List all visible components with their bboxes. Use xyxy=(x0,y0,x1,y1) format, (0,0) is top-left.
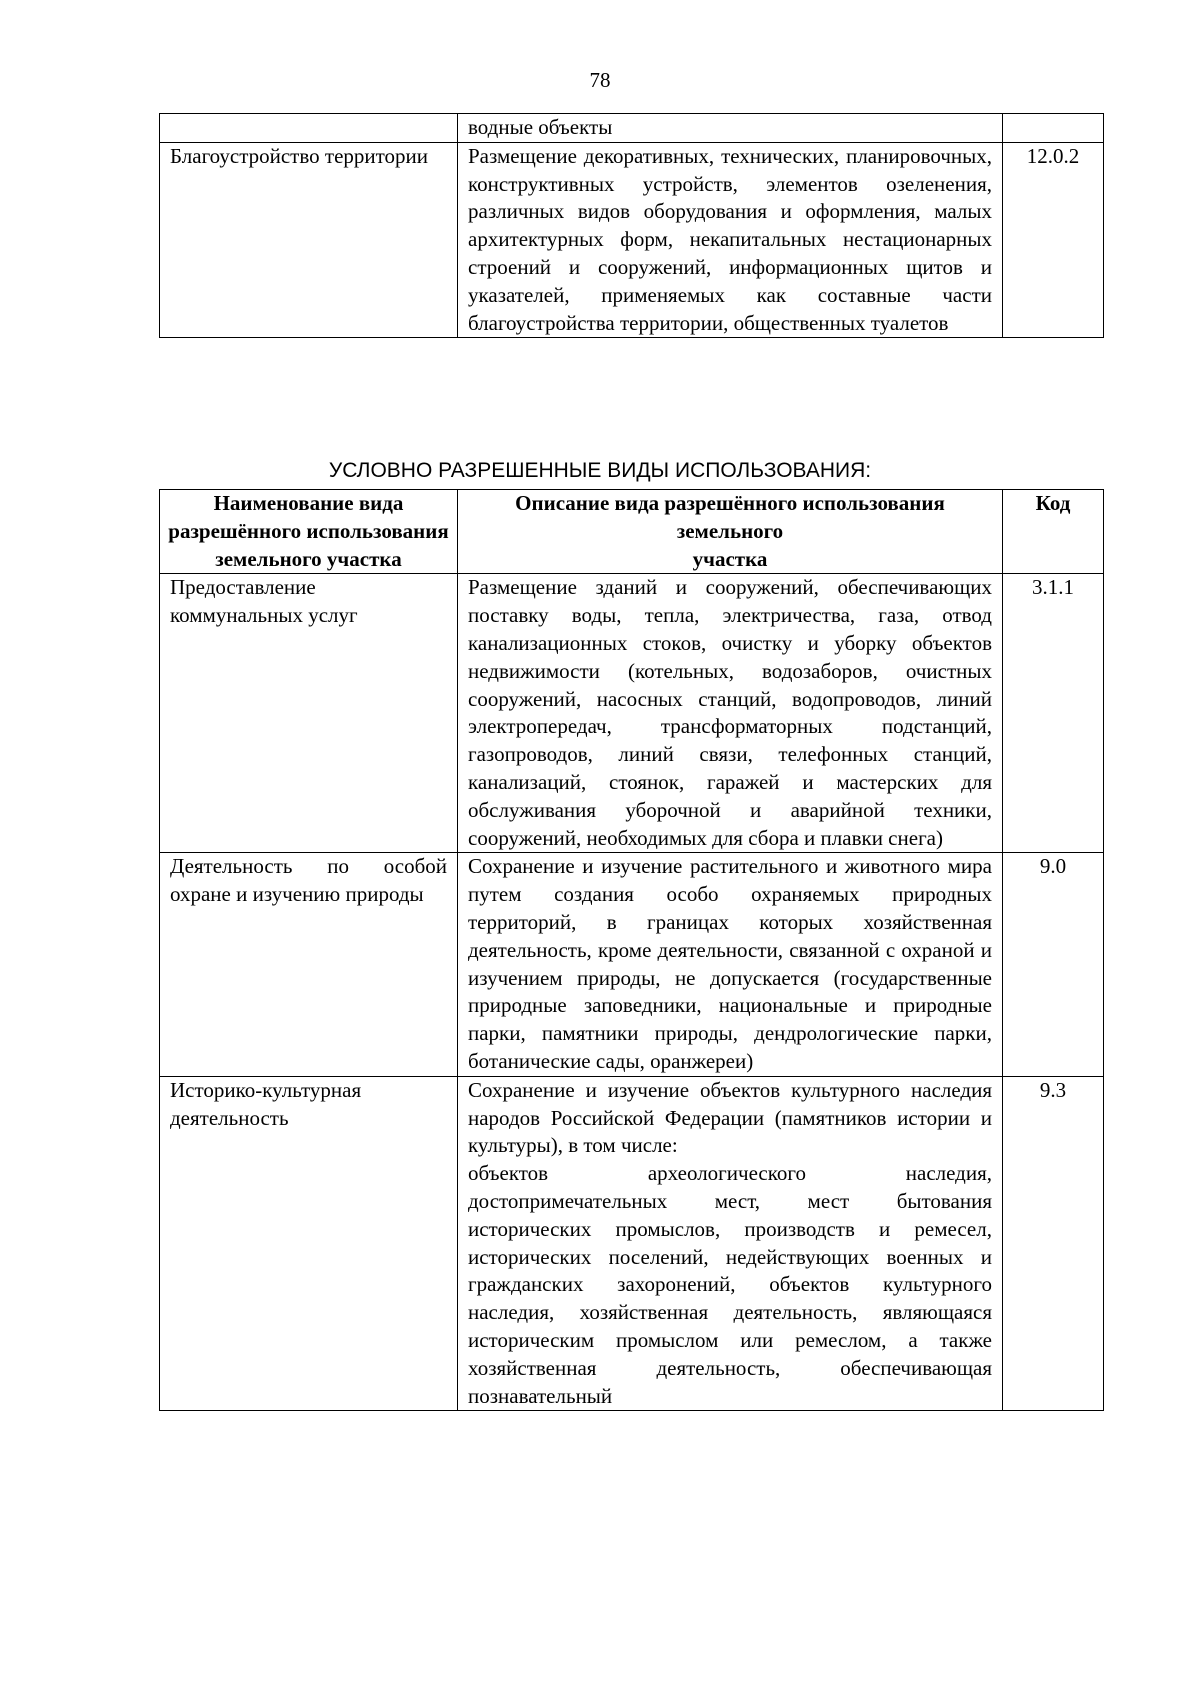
table-header-row xyxy=(160,490,1104,574)
header-description-line: участка xyxy=(692,546,768,571)
header-use-name: Наименование вида разрешённого использования земельного участка xyxy=(160,490,458,574)
description-paragraph: Сохранение и изучение объектов культурного наследия народов Российской Федерации (памятников истории и культуры), в том числе: xyxy=(468,1077,992,1158)
permitted-uses-table-continuation xyxy=(159,113,1104,338)
table-row xyxy=(160,1076,1104,1411)
table-row xyxy=(160,142,1104,338)
conditionally-permitted-uses-table xyxy=(159,489,1104,1411)
use-code-cell: 9.0 xyxy=(1003,853,1104,1076)
use-name-cell: Историко-культурная деятельность xyxy=(160,1076,458,1411)
use-code-cell: 9.3 xyxy=(1003,1076,1104,1411)
page-number: 78 xyxy=(589,68,611,92)
table-row xyxy=(160,574,1104,853)
table-row xyxy=(160,114,1104,143)
use-description-cell: водные объекты xyxy=(458,114,1003,143)
use-code-cell: 12.0.2 xyxy=(1003,142,1104,338)
use-description-cell xyxy=(458,1076,1003,1411)
use-name-cell: Предоставление коммунальных услуг xyxy=(160,574,458,853)
header-use-description xyxy=(458,490,1003,574)
header-code: Код xyxy=(1003,490,1104,574)
use-description-cell: Размещение декоративных, технических, планировочных, конструктивных устройств, элементов озеленения, различных видов оборудования и оформления, малых архитектурных форм, некапитальных нестационарных строений и сооружений, информационных щитов и указателей, применяемых как составные части благоустройства территории, общественных туалетов xyxy=(458,142,1003,338)
use-name-cell: Благоустройство территории xyxy=(160,142,458,338)
description-paragraph: объектов археологического наследия, достопримечательных мест, мест бытования исторических промыслов, производств и ремесел, исторических поселений, недействующих военных и гражданских захоронений, объектов культурного наследия, хозяйственная деятельность, являющаяся историческим промыслом или ремеслом, а также хозяйственная деятельность, обеспечивающая познавательный xyxy=(468,1161,992,1408)
table-row xyxy=(160,853,1104,1076)
use-name-cell xyxy=(160,114,458,143)
use-description-cell: Сохранение и изучение растительного и животного мира путем создания особо охраняемых природных территорий, в границах которых хозяйственная деятельность, кроме деятельности, связанной с охраной и изучением природы, не допускается (государственные природные заповедники, национальные и природные парки, памятники природы, дендрологические парки, ботанические сады, оранжереи) xyxy=(458,853,1003,1076)
section-title: УСЛОВНО РАЗРЕШЕННЫЕ ВИДЫ ИСПОЛЬЗОВАНИЯ: xyxy=(328,459,872,482)
use-code-cell xyxy=(1003,114,1104,143)
use-description-cell: Размещение зданий и сооружений, обеспечивающих поставку воды, тепла, электричества, газа, отвод канализационных стоков, очистку и уборку объектов недвижимости (котельных, водозаборов, очистных сооружений, насосных станций, водопроводов, линий электропередач, трансформаторных подстанций, газопроводов, линий связи, телефонных станций, канализаций, стоянок, гаражей и мастерских для обслуживания уборочной и аварийной техники, сооружений, необходимых для сбора и плавки снега) xyxy=(458,574,1003,853)
use-name-cell: Деятельность по особой охране и изучению природы xyxy=(160,853,458,1076)
use-code-cell: 3.1.1 xyxy=(1003,574,1104,853)
header-description-line: земельного xyxy=(676,518,784,543)
header-description-line: Описание вида разрешённого использования xyxy=(515,491,945,515)
